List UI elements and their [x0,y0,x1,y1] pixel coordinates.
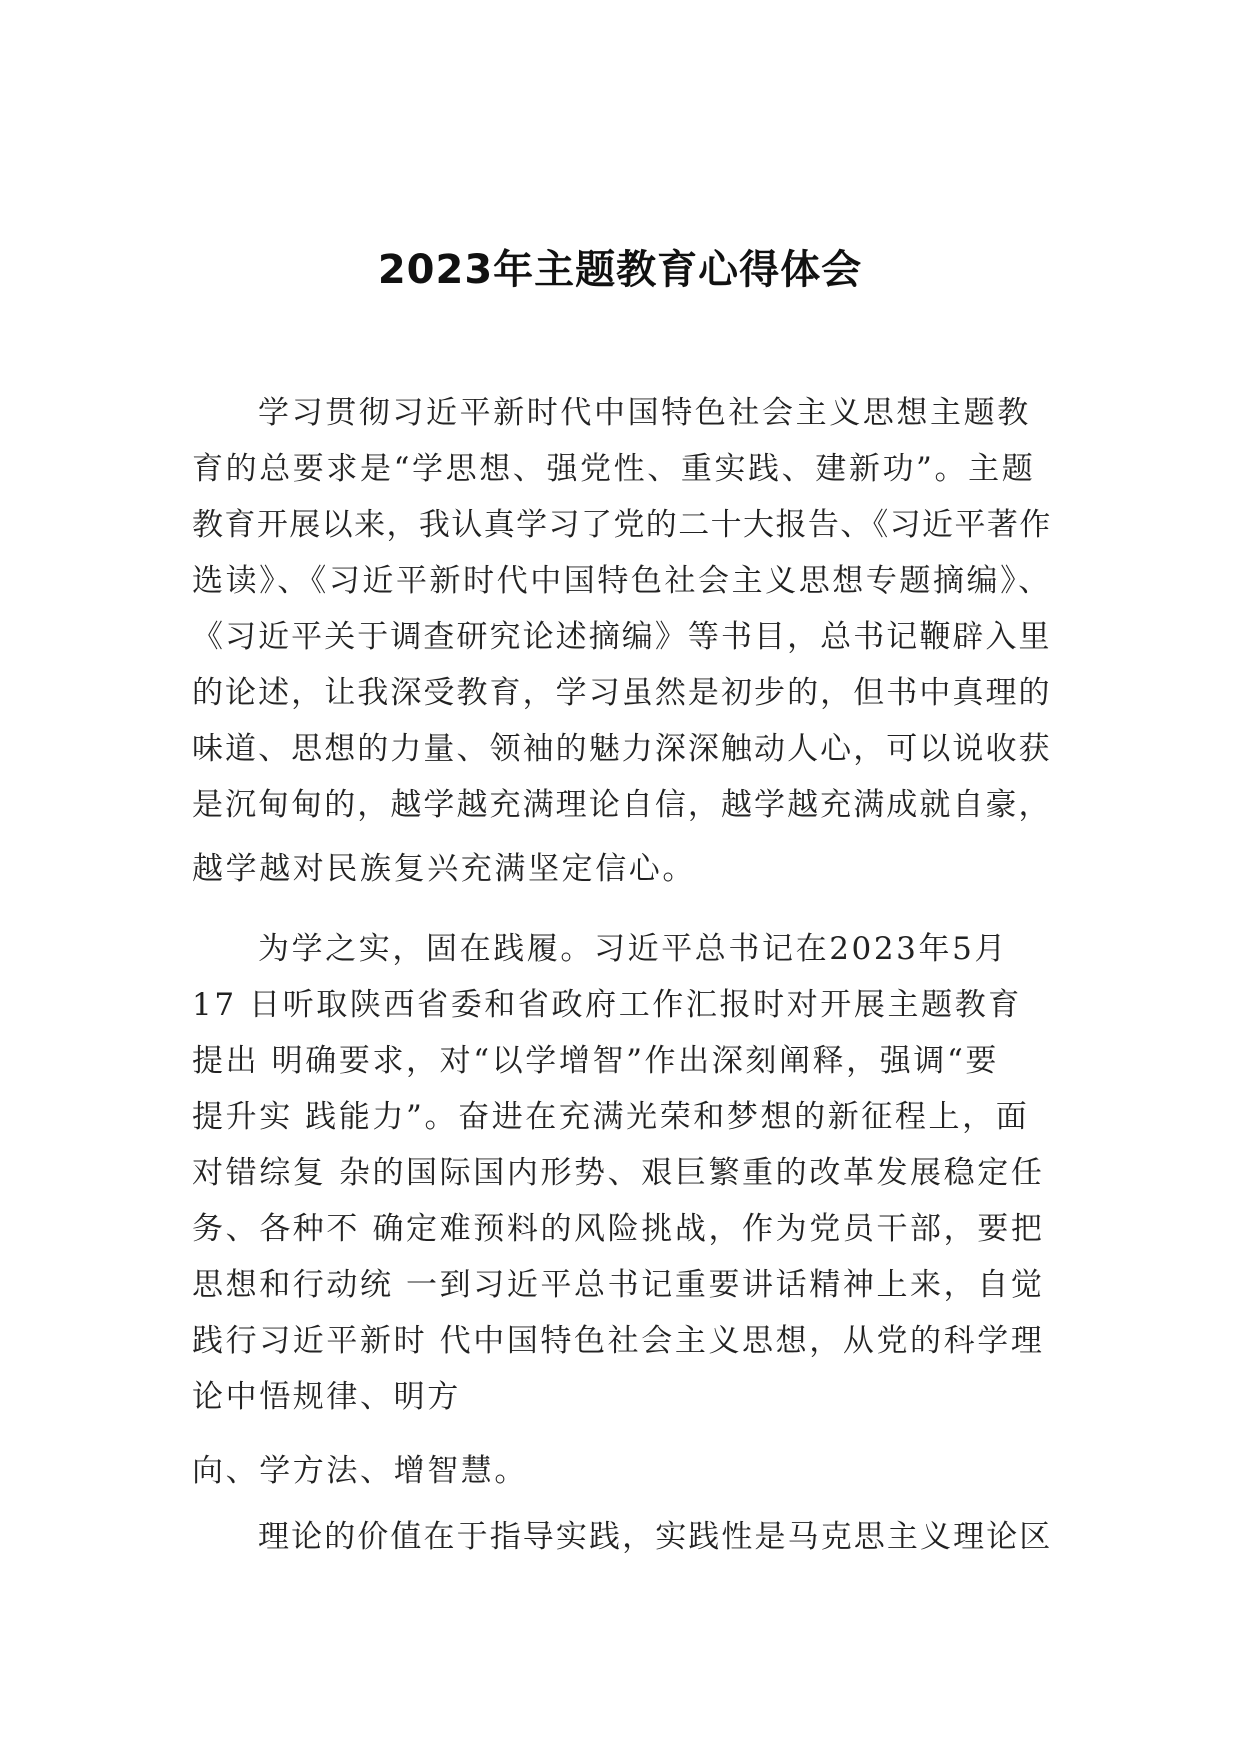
text-line: 思想和行动统 一到习近平总书记重要讲话精神上来，自觉 [192,1267,1045,1303]
text-line: 提出 明确要求，对“以学增智”作出深刻阐释，强调“要 [192,1043,999,1079]
text-line: 论中悟规律、明方 [192,1379,461,1415]
text-line: 学习贯彻习近平新时代中国特色社会主义思想主题教 [258,395,1031,431]
text-line: 17 日听取陕西省委和省政府工作汇报时对开展主题教育 [192,987,1022,1023]
text-line: 的论述，让我深受教育，学习虽然是初步的，但书中真理的 [192,675,1052,711]
text-line: 提升实 践能力”。奋进在充满光荣和梦想的新征程上，面 [192,1099,1030,1135]
text-line: 味道、思想的力量、领袖的魅力深深触动人心，可以说收获 [192,731,1052,767]
text-line: 是沉甸甸的，越学越充满理论自信，越学越充满成就自豪， [192,787,1052,823]
text-line: 向、学方法、增智慧。 [192,1453,528,1489]
text-line: 越学越对民族复兴充满坚定信心。 [192,851,696,887]
text-line: 教育开展以来，我认真学习了党的二十大报告、《习近平著作 [192,507,1052,543]
text-line: 理论的价值在于指导实践，实践性是马克思主义理论区 [258,1519,1053,1555]
text-line: 务、各种不 确定难预料的风险挑战，作为党员干部，要把 [192,1211,1045,1247]
text-line: 为学之实，固在践履。习近平总书记在2023年5月 [258,931,1009,967]
text-line: 选读》、《习近平新时代中国特色社会主义思想专题摘编》、 [192,563,1052,599]
text-line: 育的总要求是“学思想、强党性、重实践、建新功”。主题 [192,451,1036,487]
text-line: 《习近平关于调查研究论述摘编》等书目，总书记鞭辟入里 [192,619,1052,655]
text-line: 践行习近平新时 代中国特色社会主义思想，从党的科学理 [192,1323,1045,1359]
text-line: 对错综复 杂的国际国内形势、艰巨繁重的改革发展稳定任 [192,1155,1045,1191]
document-title: 2023年主题教育心得体会 [377,247,863,293]
